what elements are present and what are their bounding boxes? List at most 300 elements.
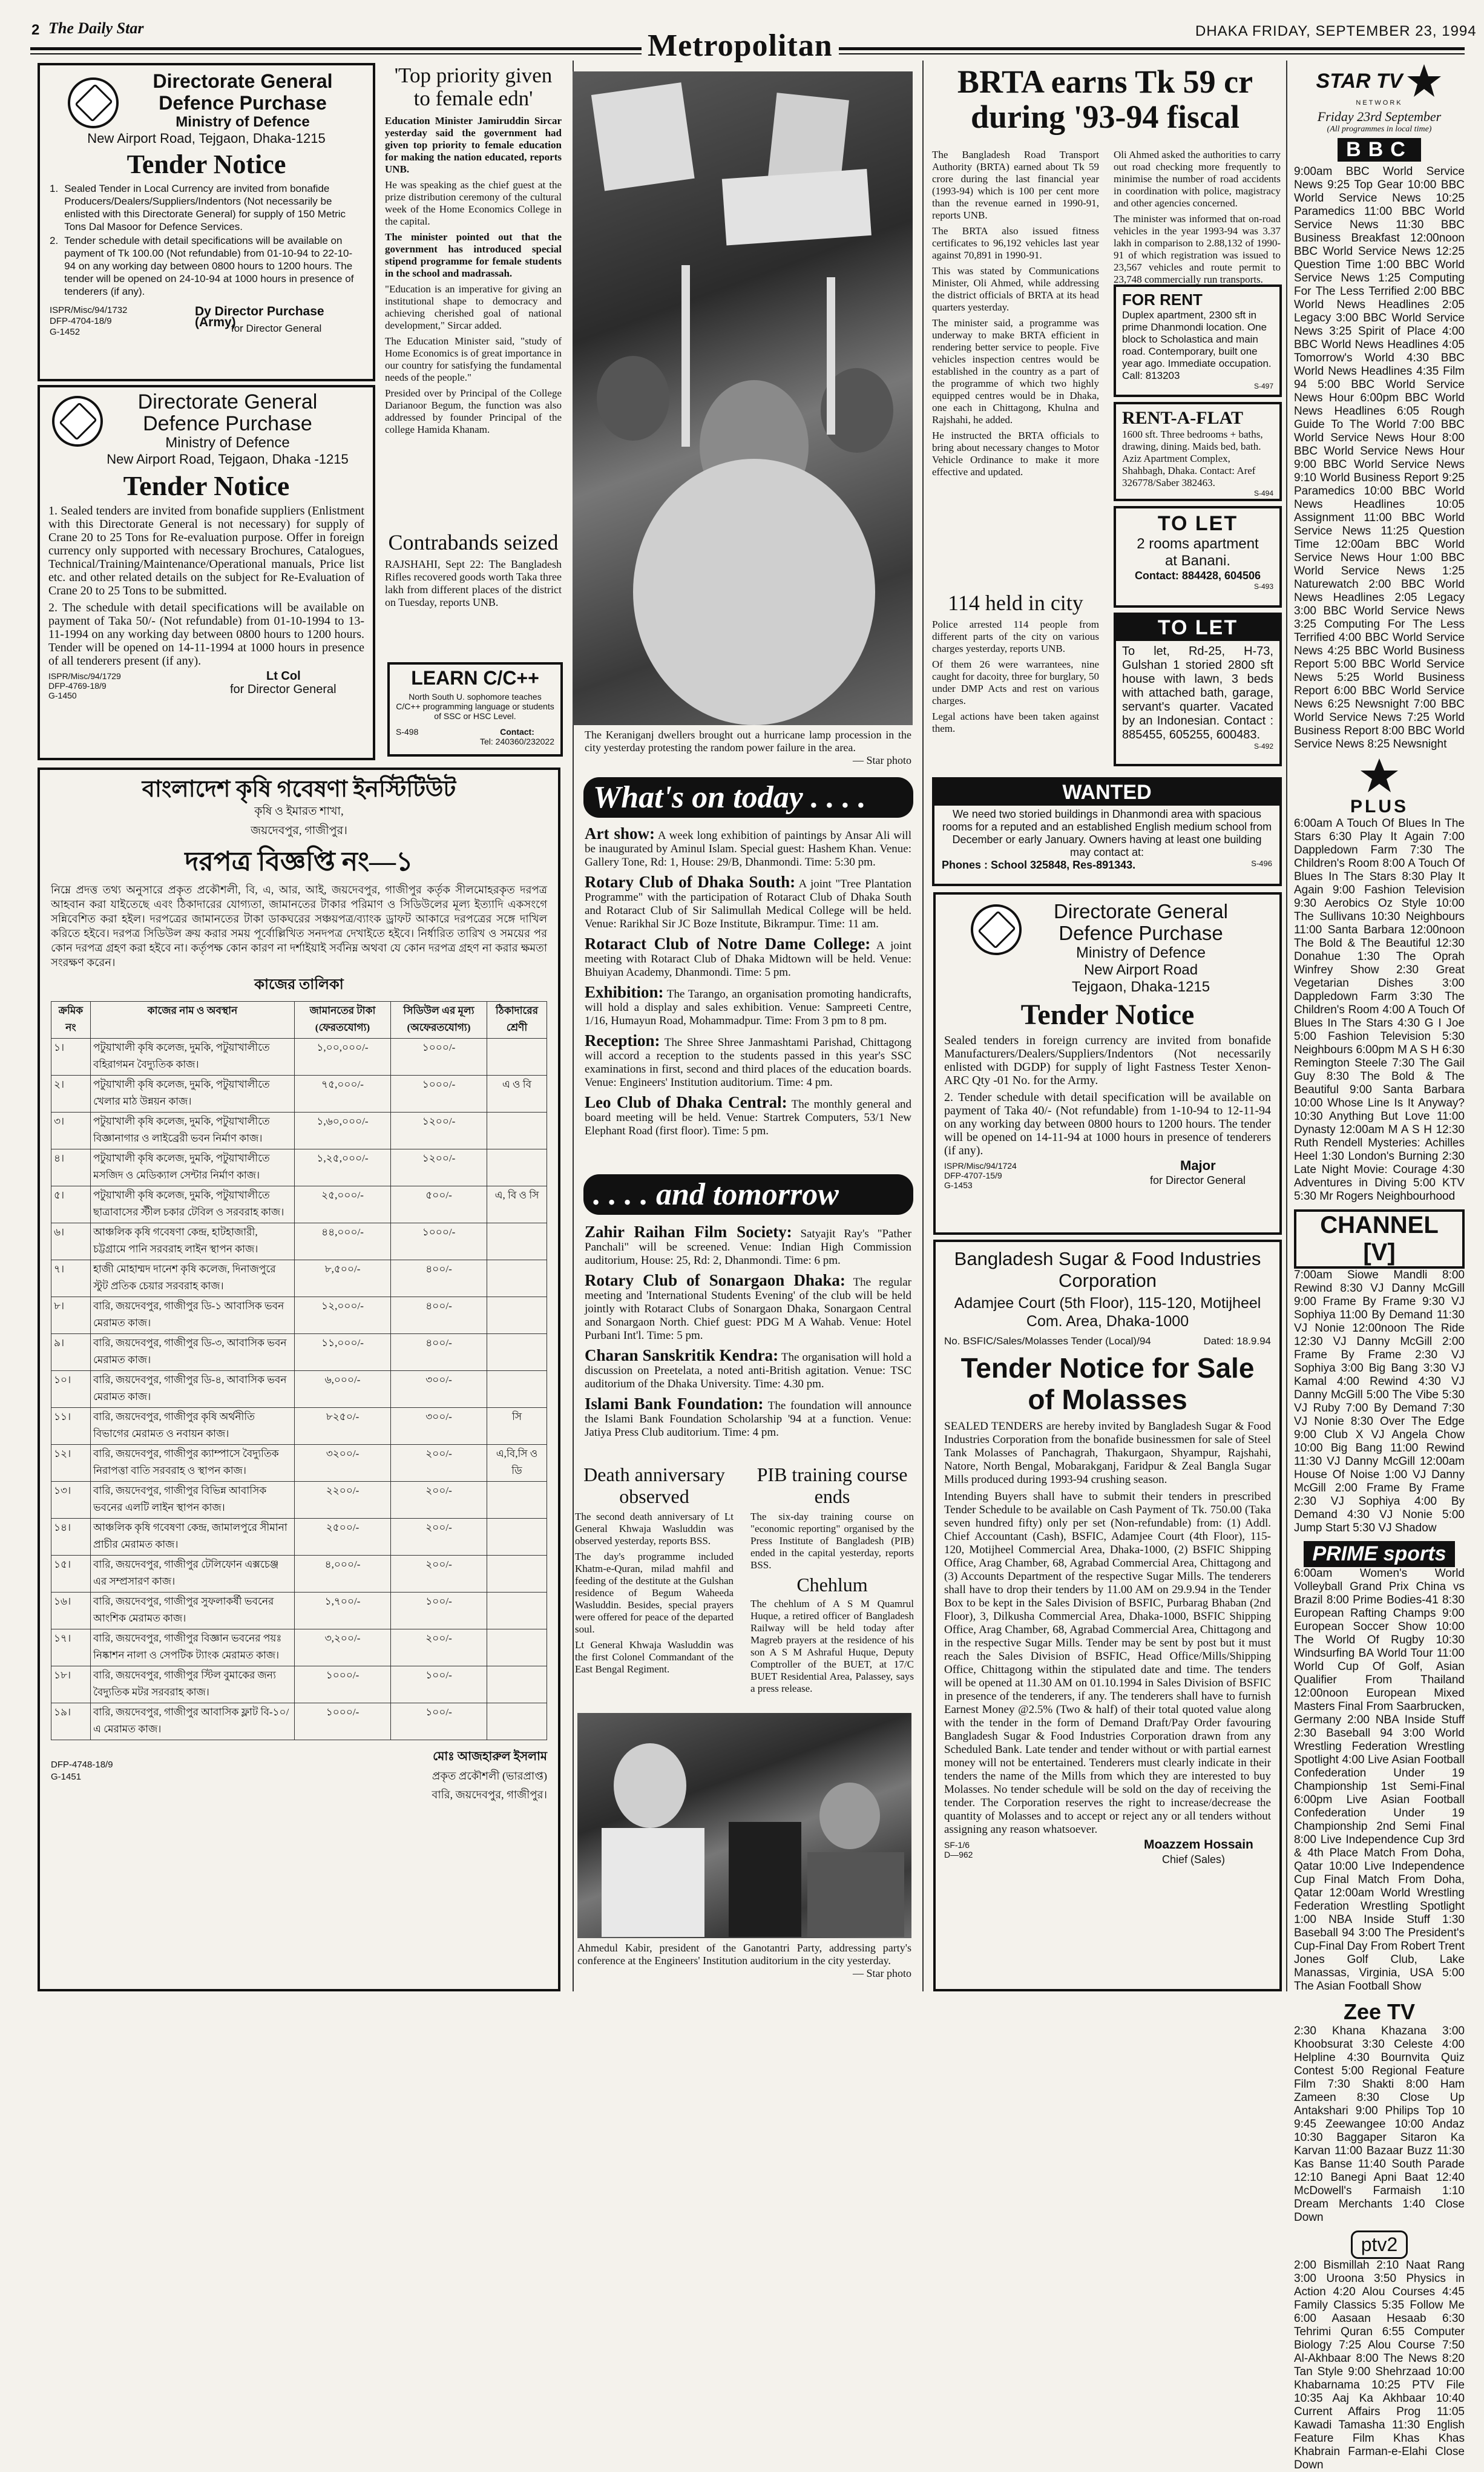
story-para: The Education Minister said, "study of Home Economics is of great importance in our country for satisfying the fundamental needs of the people." xyxy=(385,335,562,383)
address: New Airport Road xyxy=(1083,962,1198,978)
ref: ISPR/Misc/94/1729 xyxy=(48,671,121,681)
table-cell: আঞ্চলিক কৃষি গবেষণা কেন্দ্র, হাটহাজারী, চট্টগ্রামে পানি সরবরাহ লাইন স্থাপন কাজ। xyxy=(91,1223,295,1260)
ref: ISPR/Misc/94/1732 xyxy=(50,305,128,315)
star-tv-text: STAR TV xyxy=(1316,69,1403,93)
channel-v-logo: CHANNEL [V] xyxy=(1294,1209,1465,1269)
table-cell: ১০০/- xyxy=(391,1593,487,1629)
table-cell: ১৯। xyxy=(51,1703,91,1740)
table-cell: ৩০০/- xyxy=(391,1371,487,1408)
ministry: Ministry of Defence xyxy=(1076,944,1206,961)
event-item: Rotary Club of Dhaka South: A joint "Tree Plantation Programme" with the participation of Rotaract Club of Dhaka South and Rotaract Club of Sir Salimullah Medical College will be held. Venue: Rarikhal Sir JC Boze Institute, Bikrampur. Time: 11 am. xyxy=(585,873,911,930)
story-para: He instructed the BRTA officials to bring about necessary changes to Motor Vehicle Ordinance to make it more effective and updated. xyxy=(932,430,1099,478)
event-item: Charan Sanskritik Kendra: The organisation will hold a discussion on Preetelata, a noted anti-British agitation. Venue: TSC auditorium of the Dhaka University. Time: 4.30 pm. xyxy=(585,1346,911,1390)
prime-sports-logo: PRIME sports xyxy=(1294,1541,1465,1567)
ref: SF-1/6 xyxy=(944,1840,970,1850)
channel-v-schedule: 7:00am Siowe Mandli 8:00 Rewind 8:30 VJ Danny McGill 9:00 Frame By Frame 9:30 VJ Sophiya 11:00 By Demand 11:30 VJ Nonie 12:00noon The Ride 12:30 VJ Danny McGill 2:00 Frame By Frame 2:30 VJ Sophiya 3:00 Big Bang 3:30 VJ Kamal 4:00 Rewind 4:30 VJ Danny McGill 5:00 The Vibe 5:30 VJ Ruby 7:00 By Demand 7:30 VJ Nonie 8:30 Over The Edge 9:00 Club X VJ Angela Chow 10:00 Big Bang 11:00 Rewind 11:30 VJ Danny McGill 12:00am House Of Noise 1:00 VJ Danny McGill 2:00 Frame By Frame 2:30 VJ Sophiya 4:00 By Demand 4:30 VJ Nonie 5:00 Jump Start 5:30 VJ Shadow xyxy=(1294,1269,1465,1534)
bbc-schedule: 9:00am BBC World Service News 9:25 Top Gear 10:00 BBC World Service News 10:25 Paramedics 11:00 BBC World Service News 11:30 BBC Business Breakfast 12:00noon BBC World Service News 12:25 Question Time 1:00 BBC World Service News 1:25 Computing For The Less Terrified 2:00 BBC World News Headlines 2:05 Legacy 3:00 BBC World Service News 3:25 Spirit of Place 4:00 BBC World News Headlines 4:05 Tomorrow's World 4:30 BBC World News Headlines 4:35 Film 94 5:00 BBC World Service News Hour 6:00pm BBC World News Headlines 6:05 Rough Guide To The World 7:00 BBC World Service News Hour 8:00 BBC World Service News Hour 9:00 BBC World Service News 9:10 World Business Report 9:25 Paramedics 10:00 BBC World News Headlines 10:05 Assignment 11:00 BBC World Service News 11:25 Question Time 12:00am BBC World Service News Hour 1:00 BBC World Service News 1:25 Naturewatch 2:00 BBC World News Headlines 2:05 Legacy 3:00 BBC World Service News 3:25 Computing For The Less Terrified 4:00 BBC World Service News 4:25 BBC World Business Report 5:00 BBC World Service News 5:25 World Business Report 6:00 BBC World Service News 6:25 Newsnight 7:00 BBC World Service News 7:25 World Business Report 8:00 BBC World Service News 8:25 Newsnight xyxy=(1294,165,1465,751)
table-cell: ৪০০/- xyxy=(391,1334,487,1371)
table-cell: ৩০০/- xyxy=(391,1408,487,1445)
table-cell: ২৫,০০০/- xyxy=(295,1186,391,1223)
story-para: Education Minister Jamiruddin Sircar yesterday said the government had given top priority to female education for making the nation educated, reports UNB. xyxy=(385,115,562,175)
ad-text: North South U. sophomore teaches C/C++ programming language or students of SSC or HSC Level. xyxy=(396,692,554,721)
ministry: Ministry of Defence xyxy=(165,435,290,451)
ad-code: S-497 xyxy=(1253,382,1273,390)
agency-name: Directorate General xyxy=(1054,900,1228,922)
ad-code: S-498 xyxy=(396,727,419,737)
tv-note: (All programmes in local time) xyxy=(1327,125,1432,134)
ad-text: We need two storied buildings in Dhanmondi area with spacious rooms for a reputed and an established English medium school from December or early January. Owners having at least one building may contact at: xyxy=(942,808,1272,858)
table-cell: পটুয়াখালী কৃষি কলেজ, দুমকি, পটুয়াখালীতে মসজিদ ও মেডিক্যাল সেন্টার নির্মাণ কাজ। xyxy=(91,1149,295,1186)
table-row xyxy=(51,1519,547,1556)
table-cell xyxy=(487,1556,547,1593)
story-para: The six-day training course on "economic reporting" organised by the Press Institute of Bangladesh (PIB) ended in the capital yesterday, reports BSS. xyxy=(750,1511,914,1571)
signatory: মোঃ আজহারুল ইসলাম xyxy=(433,1750,547,1763)
table-cell: বারি, জয়দেবপুর, গাজীপুর স্টিল বুমাকের জন্য বৈদ্যুতিক মটর সরবরাহ কাজ। xyxy=(91,1666,295,1703)
section-title: Metropolitan xyxy=(642,28,839,64)
table-cell xyxy=(487,1593,547,1629)
table-cell: ২। xyxy=(51,1076,91,1113)
story-para: Police arrested 114 people from different parts of the city on various charges yesterday, reports UNB. xyxy=(932,619,1099,654)
whats-on-banner xyxy=(583,777,913,818)
table-cell xyxy=(487,1629,547,1666)
signatory: Moazzem Hossain xyxy=(1144,1838,1253,1852)
photo-credit: — Star photo xyxy=(853,754,911,766)
event-item: Reception: The Shree Shree Janmashtami Parishad, Chittagong will accord a reception to the students passed in this year's SSC examinations in first, second and third places of the education boards. Venue: Engineers' Institution auditorium. Time: 4 pm. xyxy=(585,1031,911,1089)
tv-date: Friday 23rd September xyxy=(1317,109,1442,124)
table-cell: বারি, জয়দেবপুর, গাজীপুর আবাসিক ফ্লাট বি-১০/এ মেরামত কাজ। xyxy=(91,1703,295,1740)
table-row xyxy=(51,1297,547,1334)
table-cell xyxy=(487,1297,547,1334)
table-row xyxy=(51,1482,547,1519)
ad-to-let-banani xyxy=(1114,506,1282,608)
headline: BRTA earns Tk 59 cr during '93-94 fiscal xyxy=(957,64,1253,135)
table-cell: ২৫০০/- xyxy=(295,1519,391,1556)
table-cell xyxy=(487,1666,547,1703)
story-brta-body-2 xyxy=(1114,149,1281,285)
event-item: Rotary Club of Sonargaon Dhaka: The regular meeting and 'International Students Evening' of the club will be held jointly with Rotaract Clubs of Sonargaon Dhaka, Sonargaon Central and Sonargaon North. Chief guest: PDG M A Wahab. Venue: Hotel Purbani Int'l. Time: 5 pm. xyxy=(585,1271,911,1342)
table-cell: ১৬। xyxy=(51,1593,91,1629)
photo-credit: — Star photo xyxy=(853,1967,911,1979)
ref: G-1453 xyxy=(944,1180,973,1190)
ad-wanted xyxy=(932,777,1282,886)
table-cell: ৭৫,০০০/- xyxy=(295,1076,391,1113)
paper-name: The Daily Star xyxy=(48,19,144,37)
table-cell: ৬,০০০/- xyxy=(295,1371,391,1408)
table-cell: বারি, জয়দেবপুর, গাজীপুর ডি-১ আবাসিক ভবন মেরামত কাজ। xyxy=(91,1297,295,1334)
star-network: NETWORK xyxy=(1356,99,1403,107)
page-number: 2 xyxy=(31,22,40,38)
col-header: ক্রমিক নং xyxy=(51,1002,91,1039)
table-cell xyxy=(487,1223,547,1260)
story-para: The second death anniversary of Lt General Khwaja Wasluddin was observed yesterday, reports BSS. xyxy=(575,1511,734,1547)
table-cell: ১১। xyxy=(51,1408,91,1445)
star-icon xyxy=(1406,63,1442,99)
story-para: RAJSHAHI, Sept 22: The Bangladesh Rifles recovered goods worth Taka three lakh from different places of the district on Tuesday, reports UNB. xyxy=(385,558,562,608)
tender-notice-crane xyxy=(38,385,375,760)
headline: Death anniversary observed xyxy=(583,1464,725,1507)
org-name: বাংলাদেশ কৃষি গবেষণা ইনস্টিটিউট xyxy=(142,777,456,802)
org-sub-2: জয়দেবপুর, গাজীপুর। xyxy=(251,824,347,837)
headline: PIB training course ends xyxy=(757,1464,908,1507)
table-cell: ৪০০/- xyxy=(391,1260,487,1297)
table-row xyxy=(51,1149,547,1186)
table-cell xyxy=(487,1482,547,1519)
story-para: The minister was informed that on-road vehicles in the year 1993-94 was 3.37 lakh in comparison to 2.88,132 of 1990-91 of which registration was issued to 23,567 vehicles and route permit to 23,748 commercially run transports. xyxy=(1114,213,1281,285)
ad-contact: Contact: xyxy=(500,727,534,737)
table-cell: ১০০০/- xyxy=(295,1703,391,1740)
agency-name: Directorate General xyxy=(137,390,318,413)
ad-title: LEARN C/C++ xyxy=(411,667,539,689)
table-row xyxy=(51,1076,547,1113)
plus-logo: PLUS xyxy=(1294,757,1465,817)
caption-text: The Keraniganj dwellers brought out a hurricane lamp procession in the city yesterday protesting the random power failure in the area. xyxy=(585,729,911,754)
table-cell: ১০০০/- xyxy=(391,1039,487,1076)
ref: G-1451 xyxy=(51,1772,82,1782)
table-cell: পটুয়াখালী কৃষি কলেজ, দুমকি, পটুয়াখালীতে বহিরাগমন বৈদ্যুতিক কাজ। xyxy=(91,1039,295,1076)
table-cell: ২০০/- xyxy=(391,1556,487,1593)
table-cell xyxy=(487,1703,547,1740)
tender-title: Tender Notice xyxy=(126,150,286,179)
table-cell: ১০০/- xyxy=(391,1703,487,1740)
tender-para-2: 2. Tender schedule with detail specification will be available on payment of Taka 40/- (Not refundable) from 1-10-94 to 12-11-94 on any working day between 0800 hours to 1200 hours. The tender will be opened on 14-11-94 at 1000 hours in presence of tenderers (if any). xyxy=(944,1091,1271,1157)
agency-name: Bangladesh Sugar & Food Industries Corporation xyxy=(954,1248,1261,1291)
table-title: কাজের তালিকা xyxy=(254,977,344,993)
table-cell: ১০০০/- xyxy=(295,1666,391,1703)
event-item: Leo Club of Dhaka Central: The monthly general and board meeting will be held. Venue: Startrek Computers, 53/1 New Elephant Road (first floor). Time: 5 pm. xyxy=(585,1093,912,1137)
agency-name: Directorate General xyxy=(153,70,333,92)
table-cell: এ,বি,সি ও ডি xyxy=(487,1445,547,1482)
bengali-tender-notice xyxy=(38,768,560,1991)
table-cell: পটুয়াখালী কৃষি কলেজ, দুমকি, পটুয়াখালীতে ছাত্রাবাসের স্টীল চকার টেবিল ও সরবরাহ কাজ। xyxy=(91,1186,295,1223)
table-cell: বারি, জয়দেবপুর, গাজীপুর ডি-৩, আবাসিক ভবন মেরামত কাজ। xyxy=(91,1334,295,1371)
whats-on-title: What's on today . . . . xyxy=(583,777,913,818)
table-cell: ১২০০/- xyxy=(391,1149,487,1186)
col-header: সিডিউল এর মূল্য (অফেরতযোগ্য) xyxy=(391,1002,487,1039)
story-pib-training xyxy=(750,1464,914,1573)
table-cell: ২০০/- xyxy=(391,1629,487,1666)
ad-text: To let, Rd-25, H-73, Gulshan 1 storied 2800 sft house with lawn, 3 beds with attached bath, garage, servant's quarter. Vacated by an Indonesian. Contact : 885455, 605255, 600483. xyxy=(1122,645,1273,741)
story-para: "Education is an imperative for giving an institutional shape to democracy and achieving cherished goal of national development," Sircar added. xyxy=(385,283,562,331)
table-cell: ৬। xyxy=(51,1223,91,1260)
table-cell: ১২,০০০/- xyxy=(295,1297,391,1334)
agency-name-2: Defence Purchase xyxy=(159,92,327,114)
photo-caption xyxy=(585,729,911,767)
star-plus-icon xyxy=(1358,757,1400,794)
table-cell: ৪৪,০০০/- xyxy=(295,1223,391,1260)
signatory-place: বারি, জয়দেবপুর, গাজীপুর। xyxy=(432,1789,547,1801)
plus-schedule: 6:00am A Touch Of Blues In The Stars 6:30 Play It Again 7:00 Dappledown Farm 7:30 The Children's Room 8:00 A Touch Of Blues In The Stars 8:30 Play It Again 9:00 Fashion Television 9:30 Aerobics Oz Style 10:00 The Sullivans 10:30 Neighbours 11:00 Santa Barbara 12:00noon The Bold & The Beautiful 12:30 Donahue 1:30 The Oprah Winfrey Show 2:30 Great Vegetarian Dishes 3:00 Dappledown Farm 3:30 The Children's Room 4:00 A Touch Of Blues In The Stars 4:30 G I Joe 5:00 Fashion Television 5:30 Neighbours 6:00pm M A S H 6:30 Remington Steele 7:30 The Gail Guy 8:30 The Bold & The Beautiful 9:00 Santa Barbara 10:00 Whose Line Is It Anyway? 10:30 Anything But Love 11:00 Dynasty 12:00am M A S H 12:30 Ruth Rendell Mysteries: Achilles Heel 1:30 London's Burning 2:30 Late Night Movie: Courage 4:30 Adventures in Diving 5:00 KTV 5:30 Mr Rogers Neighbourhood xyxy=(1294,817,1465,1203)
ptv2-logo: ptv2 xyxy=(1294,2230,1465,2259)
story-para: Presided over by Principal of the College Darianoor Begum, the function was also addressed by founder Principal of the college Hamida Khanam. xyxy=(385,387,562,435)
address: New Airport Road, Tejgaon, Dhaka-1215 xyxy=(87,131,326,146)
org-sub: কৃষি ও ইমারত শাখা, xyxy=(254,805,344,818)
table-row xyxy=(51,1556,547,1593)
table-cell: ২০০/- xyxy=(391,1482,487,1519)
ref: DFP-4707-15/9 xyxy=(944,1171,1002,1180)
table-cell: ৫। xyxy=(51,1186,91,1223)
tomorrow-events xyxy=(585,1225,911,1467)
table-cell: ১১,০০০/- xyxy=(295,1334,391,1371)
photo-speaker-graphic xyxy=(577,1713,911,1938)
address-2: Tejgaon, Dhaka-1215 xyxy=(1071,979,1210,995)
table-cell: বারি, জয়দেবপুর, গাজীপুর ডি-৪, আবাসিক ভবন মেরামত কাজ। xyxy=(91,1371,295,1408)
event-item: Rotaract Club of Notre Dame College: A joint meeting with Rotaract Club of Dhaka Midtown will be held. Venue: Bhuiyan Academy, Dhanmondi. Time: 5 pm. xyxy=(585,935,911,979)
table-cell: ৭। xyxy=(51,1260,91,1297)
defence-emblem-icon xyxy=(52,396,103,447)
tender-para-2: 2. The schedule with detail specifications will be available on payment of Taka 50/- (Not refundable) from 01-10-1994 to 13-11-1994 on any working day between 0800 hours to 1200 hours. Tender will be opened on 14-11-1994 at 1000 hours in presence of all tenderers present (if any). xyxy=(48,601,364,668)
table-cell: হাজী মোহাম্মদ দানেশ কৃষি কলেজ, দিনাজপুরে স্টুট প্রতিক চেয়ার সরবরাহ কাজ। xyxy=(91,1260,295,1297)
ref: DFP-4704-18/9 xyxy=(50,316,112,326)
agency-name-2: Defence Purchase xyxy=(1059,922,1223,944)
table-cell: ১৫। xyxy=(51,1556,91,1593)
ad-title: FOR RENT xyxy=(1122,291,1203,309)
tomorrow-title: . . . . and tomorrow xyxy=(583,1174,913,1215)
ref: D—962 xyxy=(944,1850,973,1859)
ad-title: TO LET xyxy=(1116,615,1279,641)
table-cell: ১০০০/- xyxy=(391,1223,487,1260)
ref: G-1450 xyxy=(48,691,77,700)
table-cell: বারি, জয়দেবপুর, গাজীপুর ক্যাম্পাসে বৈদ্যুতিক নিরাপত্তা বাতি সরবরাহ ও স্থাপন কাজ। xyxy=(91,1445,295,1482)
ad-text: 1600 sft. Three bedrooms + baths, drawing, dining. Maids bed, bath. Aziz Apartment Complex, Shahbagh, Dhaka. Contact: Aref 326778/Saber 382463. xyxy=(1122,429,1263,488)
table-row xyxy=(51,1371,547,1408)
table-cell: ১৭। xyxy=(51,1629,91,1666)
ad-line: 2 rooms apartment xyxy=(1137,536,1259,552)
table-cell xyxy=(487,1371,547,1408)
tender-title: Tender Notice for Sale of Molasses xyxy=(960,1352,1255,1415)
table-row xyxy=(51,1039,547,1076)
whats-on-events xyxy=(585,824,912,1172)
table-cell: ৩২০০/- xyxy=(295,1445,391,1482)
table-cell: ১০০০/- xyxy=(391,1076,487,1113)
headline: 'Top priority given to female edn' xyxy=(394,64,553,110)
table-cell: ৮২৫০/- xyxy=(295,1408,391,1445)
story-114-held xyxy=(932,591,1099,772)
tender-date: Dated: 18.9.94 xyxy=(1203,1335,1271,1347)
ad-text: Duplex apartment, 2300 sft in prime Dhanmondi location. One block to Scholastica and main road. Contemporary, built one year ago. Immediate occupation. Call: 813203 xyxy=(1122,309,1272,381)
tv-listings xyxy=(1294,63,1465,2471)
ref: ISPR/Misc/94/1724 xyxy=(944,1161,1017,1171)
dateline: DHAKA FRIDAY, SEPTEMBER 23, 1994 xyxy=(1195,23,1477,39)
ad-to-let-gulshan xyxy=(1114,613,1282,766)
ad-line: at Banani. xyxy=(1164,553,1231,569)
ad-code: S-494 xyxy=(1253,489,1273,498)
table-row xyxy=(51,1703,547,1740)
signatory: Lt Col xyxy=(266,669,301,683)
signatory-2: for Director General xyxy=(1150,1174,1246,1186)
table-row xyxy=(51,1223,547,1260)
col-header: ঠিকাদারের শ্রেণী xyxy=(487,1002,547,1039)
table-cell: ১৮। xyxy=(51,1666,91,1703)
tender-item-2: 2. Tender schedule with detail specifications will be available on payment of Tk 100.00 (Not refundable) from 01-10-94 to 22-10-94 on any working day between 0800 hours to 1200 hours. The tender will be opened on 24-10-94 at 1000 hours in presence of tenderers (if any). xyxy=(50,235,354,297)
ad-code: S-493 xyxy=(1253,582,1273,591)
ad-code: S-496 xyxy=(1251,859,1272,868)
tender-title: Tender Notice xyxy=(123,470,290,501)
table-row xyxy=(51,1334,547,1371)
notice-title: দরপত্র বিজ্ঞপ্তি নং—১ xyxy=(185,847,413,876)
story-death-anniversary xyxy=(575,1464,734,1706)
table-row xyxy=(51,1408,547,1445)
table-cell: সি xyxy=(487,1408,547,1445)
table-cell: ১২। xyxy=(51,1445,91,1482)
bbc-logo: BBC xyxy=(1294,138,1465,162)
table-cell: বারি, জয়দেবপুর, গাজীপুর কৃষি অর্থনীতি বিভাগের মেরামত ও নবায়ন কাজ। xyxy=(91,1408,295,1445)
tender-number: No. BSFIC/Sales/Molasses Tender (Local)/94 xyxy=(944,1335,1151,1347)
photo-crowd-graphic xyxy=(573,71,913,725)
table-cell: ৫০০/- xyxy=(391,1186,487,1223)
table-cell: ২২০০/- xyxy=(295,1482,391,1519)
ad-phone: Tel: 240360/232022 xyxy=(480,737,554,746)
notice-body: নিম্নে প্রদত্ত তথ্য অনুসারে প্রকৃত প্রকৌশলী, বি, এ, আর, আই, জয়দেবপুর, গাজীপুর কর্তৃক সীলমোহরকৃত দরপত্র আহবান করা যাইতেছে এবং ঠিকাদারের যোগ্যতা, জামানতের টাকার পরিমাণ ও সিডিউলের মূল্য ইত্যাদি একসংগে সন্নিবেশিত করা হইল। দরপত্রের জামানতের টাকা ডাকঘরের সঞ্চয়পত্র/ব্যাংক ড্রাফট আকারে দরপত্রের সঙ্গে দাখিল করিতে হইবে। দরপত্র সিডিউল ক্রয় করার সময় পূর্বোল্লিখিত সনদপত্র দেখাইতে হইবে। নির্ধারিত তারিখ ও সময়ের পর কোন দরপত্র গ্রহণ করা হইবে না। কর্তৃপক্ষ কোন কারণ না দর্শাইয়াই সর্বনিম্ন অথবা যে কোন দরপত্র গ্রহণ না করার ক্ষমতা সংরক্ষণ করেন। xyxy=(51,884,547,968)
table-cell: বারি, জয়দেবপুর, গাজীপুর টেলিফোন এক্সচেঞ্জ এর সম্প্রসারণ কাজ। xyxy=(91,1556,295,1593)
table-row xyxy=(51,1666,547,1703)
table-cell: পটুয়াখালী কৃষি কলেজ, দুমকি, পটুয়াখালীতে বিজ্ঞানাগার ও লাইব্রেরী ভবন নির্মাণ কাজ। xyxy=(91,1113,295,1149)
story-para: The Bangladesh Road Transport Authority (BRTA) earned about Tk 59 crore during the last financial year (1993-94) which is 100 per cent more than the revenue earned in 1990-91, reports UNB. xyxy=(932,149,1099,221)
ref: DFP-4769-18/9 xyxy=(48,681,107,691)
ad-for-rent xyxy=(1114,284,1282,397)
photo-lamp-procession xyxy=(573,71,913,725)
table-cell: ১২০০/- xyxy=(391,1113,487,1149)
story-para: The BRTA also issued fitness certificates to 96,192 vehicles last year against 70,891 in 1990-91. xyxy=(932,225,1099,261)
table-cell: ৩। xyxy=(51,1113,91,1149)
tender-para: SEALED TENDERS are hereby invited by Bangladesh Sugar & Food Industries Corporation from the bonafide businessmen for sale of Steel Tank Molasses of Panchagrah, Thakurgaon, Shyampur, Rajshahi, Natore, North Bengal, Mobarakganj, Faridpur & Zeal Bangla Sugar Mills produced during 1993-94 crushing season. xyxy=(944,1420,1271,1486)
table-cell: ১,৭০০/- xyxy=(295,1593,391,1629)
signatory: Major xyxy=(1180,1158,1216,1173)
table-cell: ১৪। xyxy=(51,1519,91,1556)
table-cell: ১০০/- xyxy=(391,1666,487,1703)
col-header: কাজের নাম ও অবস্থান xyxy=(91,1002,295,1039)
table-row xyxy=(51,1186,547,1223)
ptv2-schedule: 2:00 Bismillah 2:10 Naat Rang 3:00 Uroona 3:50 Physics in Action 4:20 Alou Courses 4:45 Family Classics 5:35 Follow Me 6:00 Aasaan Hesaab 6:30 Tehrimi Quran 6:55 Computer Biology 7:25 Alou Course 7:50 Al-Akhbaar 8:00 The News 8:20 Tan Style 9:00 Shehrzaad 10:00 Khabarnama 10:25 PTV File 10:35 Aaj Ka Akhbaar 10:40 Current Affairs Prog 11:05 Kawadi Tamasha 11:30 English Feature Film Khas Khas Khabrain Farman-e-Elahi Close Down xyxy=(1294,2259,1465,2471)
headline: 114 held in city xyxy=(948,591,1083,615)
story-para: The chehlum of A S M Quamrul Huque, a retired officer of Bangladesh Railway will be held today after Magreb prayers at the residence of his son A S M Ashraful Huque, Deputy Comptroller of the BUET, at 17/C BUET Residential Area, Palassey, says a press release. xyxy=(750,1598,914,1694)
headline: Chehlum xyxy=(796,1574,868,1596)
address: New Airport Road, Tejgaon, Dhaka -1215 xyxy=(107,452,349,467)
ref: DFP-4748-18/9 xyxy=(51,1760,113,1770)
story-para: The minister said, a programme was underway to make BRTA efficient in rendering better service to people. Five vehicles inspection centres would be established in the country as a part of the programme of which two highly equipped centres would be in Dhaka, one each in Chittagong, Khulna and Rajshahi, he added. xyxy=(932,317,1099,426)
table-cell xyxy=(487,1149,547,1186)
signatory-title: প্রকৃত প্রকৌশলী (ভারপ্রাপ্ত) xyxy=(432,1770,547,1782)
tender-notice-molasses xyxy=(933,1240,1282,1991)
signatory-2: Chief (Sales) xyxy=(1162,1853,1226,1866)
table-cell: বারি, জয়দেবপুর, গাজীপুর সুফলাকর্ষী ভবনের আংশিক মেরামত কাজ। xyxy=(91,1593,295,1629)
ad-phones: Phones : School 325848, Res-891343. xyxy=(942,859,1136,871)
story-para: The day's programme included Khatm-e-Quran, milad mahfil and feeding of the destitute at the Gulshan residence of Begum Waheeda Wasluddin. Besides, special prayers were offered for peace of the departed soul. xyxy=(575,1551,734,1635)
story-para: Legal actions have been taken against them. xyxy=(932,711,1099,734)
story-brta-body xyxy=(932,149,1099,567)
ad-learn-c xyxy=(387,662,563,757)
table-row xyxy=(51,1260,547,1297)
table-cell: বারি, জয়দেবপুর, গাজীপুর বিজ্ঞান ভবনের পয়ঃ নিষ্কাশন নালা ও সেপটিক ট্যাংক মেরামত কাজ। xyxy=(91,1629,295,1666)
table-cell: আঞ্চলিক কৃষি গবেষণা কেন্দ্র, জামালপুরে সীমানা প্রাচীর মেরামত কাজ। xyxy=(91,1519,295,1556)
story-chehlum xyxy=(750,1574,914,1707)
prime-schedule: 6:00am Women's World Volleyball Grand Prix China vs Brazil 8:00 Prime Bodies-41 8:30 European Rafting Champs 9:00 European Soccer Show 10:00 The World Of Rugby 10:30 Windsurfing BA World Tour 11:00 World Cup Of Golf, Asian Qualifier From Thailand 12:00noon European Mixed Masters Final From Saarbrucken, Germany 2:00 NBA Inside Stuff 2:30 Baseball 94 3:00 World Wrestling Federation Wrestling Spotlight 4:00 Live Asian Football Confederation Under 19 Championship 1st Semi-Final 6:00pm Live Asian Football Confederation Under 19 Championship 2nd Semi Final 8:00 Live Independence Cup 3rd & 4th Place Match From Doha, Qatar 10:00 Live Independence Cup Final Match From Doha, Qatar 12:00am World Wrestling Federation Wrestling Spotlight 1:00 NBA Inside Stuff 1:30 Baseball 94 3:00 The President's Cup-Final Day From Robert Trent Jones Golf Club, Lake Manassas, Virginia, USA 5:00 The Asian Football Show xyxy=(1294,1567,1465,1993)
photo-caption xyxy=(577,1942,911,1980)
table-cell: ১,০০,০০০/- xyxy=(295,1039,391,1076)
ad-title: TO LET xyxy=(1157,512,1238,535)
caption-text: Ahmedul Kabir, president of the Ganotantri Party, addressing party's conference at the Engineers' Institution auditorium in the city yesterday. xyxy=(577,1942,911,1967)
ad-contact: Contact: 884428, 604506 xyxy=(1134,570,1261,582)
event-item: Exhibition: The Tarango, an organisation promoting handicrafts, will hold a display and sales exhibition. Venue: Sampreeti Centre, 1/16, Humayun Road, Mohammadpur. Time: From 3 pm to 8 pm. xyxy=(585,983,911,1027)
table-cell xyxy=(487,1519,547,1556)
story-para: He was speaking as the chief guest at the prize distribution ceremony of the cultural week of the Home Economics College in the capital. xyxy=(385,179,562,227)
story-para: Oli Ahmed asked the authorities to carry out road checking more frequently to minimise the number of road accidents in coordination with police, magistracy and other agencies concerned. xyxy=(1114,149,1281,209)
ad-code: S-492 xyxy=(1253,742,1273,751)
table-cell: ১,২৫,০০০/- xyxy=(295,1149,391,1186)
table-cell: ৯। xyxy=(51,1334,91,1371)
photo-ganotantri-party xyxy=(577,1713,911,1938)
table-row xyxy=(51,1445,547,1482)
ad-rent-a-flat xyxy=(1114,402,1282,501)
table-cell: ৮। xyxy=(51,1297,91,1334)
tender-notice-dal xyxy=(38,63,375,381)
table-cell: ১। xyxy=(51,1039,91,1076)
table-row xyxy=(51,1113,547,1149)
story-para: This was stated by Communications Minister, Oli Ahmed, while addressing the district officials of BRTA at its head quarters yesterday. xyxy=(932,265,1099,313)
column-rule xyxy=(922,61,924,1991)
story-para: The minister pointed out that the government has introduced special stipend programme for female students in the school and madrassah. xyxy=(385,231,562,279)
table-cell: ৩,২০০/- xyxy=(295,1629,391,1666)
table-cell: ৪,০০০/- xyxy=(295,1556,391,1593)
tender-item-1: 1. Sealed Tender in Local Currency are invited from bonafide Producers/Dealers/Suppliers/Indentors (Not necessarily be enlisted with this Directorate General) for supply of 150 Metric Tons Dal Masoor for Defence Services. xyxy=(50,183,346,232)
table-cell xyxy=(487,1039,547,1076)
story-contrabands xyxy=(385,530,562,657)
story-para: Lt General Khwaja Wasluddin was the first Colonel Commandant of the East Bengal Regiment. xyxy=(575,1639,734,1675)
works-table xyxy=(51,1001,547,1740)
column-rule xyxy=(1286,61,1287,1991)
tender-title: Tender Notice xyxy=(1020,999,1195,1031)
table-cell: ৪০০/- xyxy=(391,1297,487,1334)
event-item: Islami Bank Foundation: The foundation will announce the Islami Bank Foundation Scholarship '94 at a function. Venue: Jatiya Press Club auditorium. Time: 4 pm. xyxy=(585,1395,911,1439)
signatory-2: for Director General xyxy=(230,683,337,696)
tender-notice-xenon xyxy=(933,892,1282,1235)
tender-para: Intending Buyers shall have to submit their tenders in prescribed Tender Schedule to be available on Cash Payment of Tk. 750.00 (Taka seven hundred fifty) only per set (Non-refundable) from: (1) Addl. Chief Accountant (Cash), BSFIC, Adamjee Court (4th Floor), 115-120, Motijheel Commercial Area, Dhaka-1000, (2) BSFIC Shipping Office, Arag Chamber, 68, Agrabad Commercial Area, Chittagong and (3) Accounts Department of the respective Sugar Mills. The tenderers shall have to drop their tenders by 11.00 AM on 29.9.94 in the Tender Box to be kept in the Sales Division of BSFIC, Purbarag Bhaban (2nd Floor), 3, Dilkusha Commercial Area, Dhaka-1000, BSFIC Shipping Office, Arag Chamber, 68, Agrabad Commercial Area, Chittagong and in the respective Sugar Mills. Tender may be sent by post but it must reach the Sales Division of BSFIC, Head Office/Mills/Shipping Office, Chittagong within the stipulated date and time. The tenders will be opened at 11.30 AM on 01.10.1994 in Sales Division of BSFIC in presence of the tenderers, if any. The tenderers shall have to furnish Earnest Money @2.5% (Two & half) of their total quoted value along with the tender in the form of Demand Draft/Pay Order favouring Bangladesh Sugar & Food Industries Corporation drawn from any Scheduled Bank. Late tender and tender without or with partial earnest money will not be entertained. Tenderers must clearly indicate in their tenders the name of the Mills from which they are interested to buy Molasses. No tender schedule will be sold on the day of receiving the tender. The Corporation reserves the right to increase/decrease the quantity of Molasses and to accept or reject any or all tenders without assigning any reason whatsoever. xyxy=(944,1490,1271,1836)
table-cell xyxy=(487,1260,547,1297)
tomorrow-banner xyxy=(583,1174,913,1215)
story-para: Of them 26 were warrantees, nine caught for dacoity, three for burglary, 50 under DMP Acts and rest on various charges. xyxy=(932,659,1099,706)
tender-para-1: 1. Sealed tenders are invited from bonafide suppliers (Enlistment with this Directorate General is not necessary) for supply of Crane 20 to 25 Tons for Re-evaluation purpose. Offer in foreign currency only supported with necessary Brochures, Catalogues, Technical/Training/Maintenance/Operational manuals, Price list etc. and other related details on the subject for Re-Evaluation of Crane 20 to 25 Tons to be submitted. xyxy=(48,504,364,597)
table-cell: পটুয়াখালী কৃষি কলেজ, দুমকি, পটুয়াখালীতে খেলার মাঠ উন্নয়ন কাজ। xyxy=(91,1076,295,1113)
col-header: জামানতের টাকা (ফেরতযোগ্য) xyxy=(295,1002,391,1039)
story-female-education xyxy=(385,64,562,530)
tender-para-1: Sealed tenders in foreign currency are invited from bonafide Manufacturers/Dealers/Suppliers/Indentors (Not necessarily enlisted with DGDP) for supply of light Fastness Tester Xenon-ARC Qty -01 No. for the Army. xyxy=(944,1034,1271,1087)
event-item: Zahir Raihan Film Society: Satyajit Ray's "Pather Panchali" will be screened. Venue: Indian High Commission auditorium, House: 25, Rd: 2, Dhanmondi. Time: 6 pm. xyxy=(585,1223,911,1267)
zee-schedule: 2:30 Khana Khazana 3:00 Khoobsurat 3:30 Celeste 4:00 Helpline 4:30 Bournvita Quiz Contest 5:00 Regional Feature Film 7:30 Shakti 8:00 Ham Zameen 8:30 Close Up Antakshari 9:00 Philips Top 10 9:45 Zeewangee 10:00 Andaz 10:30 Baggaper Sitaron Ka Karvan 11:00 Bazaar Buzz 11:30 Kas Banse 11:40 South Parade 12:10 Banegi Apni Baat 12:40 McDowell's Farmaish 1:10 Dream Merchants 1:40 Close Down xyxy=(1294,2025,1465,2224)
table-cell xyxy=(487,1113,547,1149)
table-cell: এ ও বি xyxy=(487,1076,547,1113)
table-cell: ৮,৫০০/- xyxy=(295,1260,391,1297)
ad-title: RENT-A-FLAT xyxy=(1122,408,1244,428)
ministry: Ministry of Defence xyxy=(176,114,310,130)
defence-emblem-icon xyxy=(971,904,1022,955)
table-cell: ১,৬০,০০০/- xyxy=(295,1113,391,1149)
signatory-2: for Director General xyxy=(231,323,322,334)
zee-tv-logo: Zee TV xyxy=(1343,1999,1416,2024)
defence-emblem-icon xyxy=(68,77,119,128)
ref: G-1452 xyxy=(50,327,80,337)
event-item: Art show: A week long exhibition of paintings by Ansar Ali will be inaugurated by Aminul Islam. Special guest: Hashem Khan. Venue: Gallery Tone, Rd: 1, House: 29/B, Dhanmondi. Time: 5:30 pm. xyxy=(585,824,911,869)
table-cell: এ, বি ও সি xyxy=(487,1186,547,1223)
table-cell: ১৩। xyxy=(51,1482,91,1519)
signatory: Dy Director Purchase (Army) xyxy=(195,304,324,329)
table-cell: ২০০/- xyxy=(391,1519,487,1556)
address: Adamjee Court (5th Floor), 115-120, Motijheel Com. Area, Dhaka-1000 xyxy=(954,1295,1261,1330)
star-tv-logo xyxy=(1294,63,1465,99)
headline: Contrabands seized xyxy=(388,530,559,554)
table-row xyxy=(51,1593,547,1629)
table-cell: ২০০/- xyxy=(391,1445,487,1482)
table-cell: বারি, জয়দেবপুর, গাজীপুর বিভিন্ন আবাসিক ভবনের এলটি লাইন স্থাপন কাজ। xyxy=(91,1482,295,1519)
table-cell xyxy=(487,1334,547,1371)
